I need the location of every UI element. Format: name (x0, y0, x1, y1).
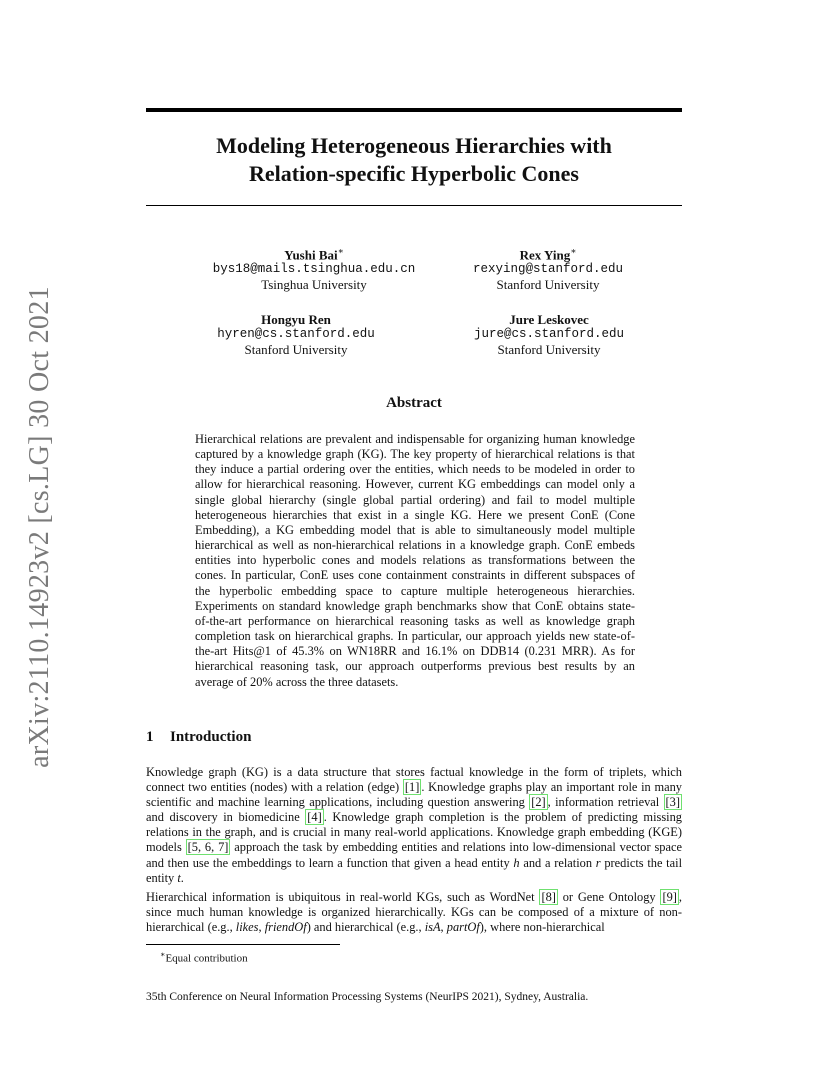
citation-link[interactable]: [5, 6, 7] (187, 840, 229, 855)
author-email[interactable]: hyren@cs.stanford.edu (217, 327, 375, 341)
author-block (179, 244, 449, 292)
section-title: Introduction (170, 729, 252, 745)
intro-paragraph-1: Knowledge graph (KG) is a data structure that stores factual knowledge in the form of triplets, which connect two entities (nodes) with a relation (edge) [1] . Knowledge graphs play an important role in many scientific and machine learning applications, including question answering [2] , information retrieval [3] and discovery in biomedicine [4] . Knowledge graph completion is the problem of predicting missing relations in the graph, and is crucial in many real-world applications. Knowledge graph embedding (KGE) models [5, 6, 7] approach the task by embedding entities and relations into low-dimensional vector space and then use the embeddings to learn a function that given a head entity h and a relation r predicts the tail entity t. (146, 765, 683, 885)
author-name: Rex Ying∗ (519, 246, 577, 263)
title-top-rule (146, 108, 682, 112)
author-email[interactable]: jure@cs.stanford.edu (473, 327, 625, 341)
citation-link[interactable]: [8] (541, 890, 556, 904)
title-line-2: Relation-specific Hyperbolic Cones (249, 161, 579, 186)
abstract-heading: Abstract (386, 395, 442, 411)
author-name: Yushi Bai∗ (284, 246, 344, 263)
math-r: r (595, 855, 601, 870)
author-name: Jure Leskovec (509, 312, 589, 327)
citation-link[interactable]: [9] (662, 890, 677, 904)
author-email[interactable]: bys18@mails.tsinghua.edu.cn (212, 262, 416, 277)
author-block (413, 244, 683, 292)
section-heading (146, 729, 251, 746)
citation-link[interactable]: [4] (307, 810, 322, 825)
author-affiliation: Stanford University (497, 342, 601, 357)
arxiv-stamp (20, 286, 60, 768)
math-t: t (177, 870, 181, 885)
venue-line: 35th Conference on Neural Information Processing Systems (NeurIPS 2021), Sydney, Australia. (146, 991, 589, 1003)
citation-link[interactable]: [3] (665, 795, 680, 810)
author-name: Hongyu Ren (261, 312, 331, 327)
math-h: h (513, 855, 520, 870)
footnote-rule (146, 944, 340, 945)
relation-partof: partOf (446, 920, 480, 935)
relation-likes: likes (235, 920, 259, 935)
author-affiliation: Stanford University (244, 342, 348, 357)
intro-paragraph-2: Hierarchical information is ubiquitous in real-world KGs, such as WordNet [8] or Gene Ontology [9] , since much human knowledge is organized hierarchically. KGs can be composed of a mixture of non-hierarchical (e.g., likes, friendOf) and hierarchical (e.g., isA, partOf), where non-hierarchical (146, 890, 682, 935)
section-number: 1 (146, 729, 154, 745)
abstract-text: Hierarchical relations are prevalent and indispensable for organizing human knowledge captured by a knowledge graph (KG). The key property of hierarchical relations is that they induce a partial ordering over the entities, which needs to be modeled in order to allow for hierarchical reasoning. However, current KG embeddings can model only a single global hierarchy (single global partial ordering) and fail to model multiple heterogeneous hierarchies that exist in a single KG. Here we present ConE (Cone Embedding), a KG embedding model that is able to simultaneously model multiple hierarchical as well as non-hierarchical relations in a knowledge graph. ConE embeds entities into hyperbolic cones and models relations as transformations between the cones. In particular, ConE uses cone containment constraints in different subspaces of the hyperbolic embedding space to capture multiple heterogeneous hierarchies. Experiments on standard knowledge graph benchmarks show that ConE obtains state-of-the-art performance on hierarchical reasoning tasks as well as knowledge graph completion task on hierarchical graphs. In particular, our approach yields new state-of-the-art Hits@1 of 45.3% on WN18RR and 16.1% on DDB14 (0.231 MRR). As for hierarchical reasoning task, our approach outperforms previous best results by an average of 20% across the three datasets. (195, 432, 635, 689)
title-bottom-rule (146, 205, 682, 206)
author-affiliation: Tsinghua University (261, 277, 367, 293)
relation-friendof: friendOf (264, 920, 307, 935)
footnote: ∗Equal contribution (160, 950, 248, 965)
citation-link[interactable]: [1] (404, 780, 420, 795)
author-email[interactable]: rexying@stanford.edu (472, 262, 624, 277)
relation-isa: isA (424, 920, 441, 935)
paper-title (146, 132, 682, 188)
author-block (414, 312, 684, 357)
author-affiliation: Stanford University (496, 277, 600, 293)
author-block (161, 312, 431, 357)
title-line-1: Modeling Heterogeneous Hierarchies with (216, 133, 612, 158)
arxiv-stamp-text: arXiv:2110.14923v2 [cs.LG] 30 Oct 2021 (24, 286, 55, 768)
citation-link[interactable]: [2] (531, 795, 546, 810)
